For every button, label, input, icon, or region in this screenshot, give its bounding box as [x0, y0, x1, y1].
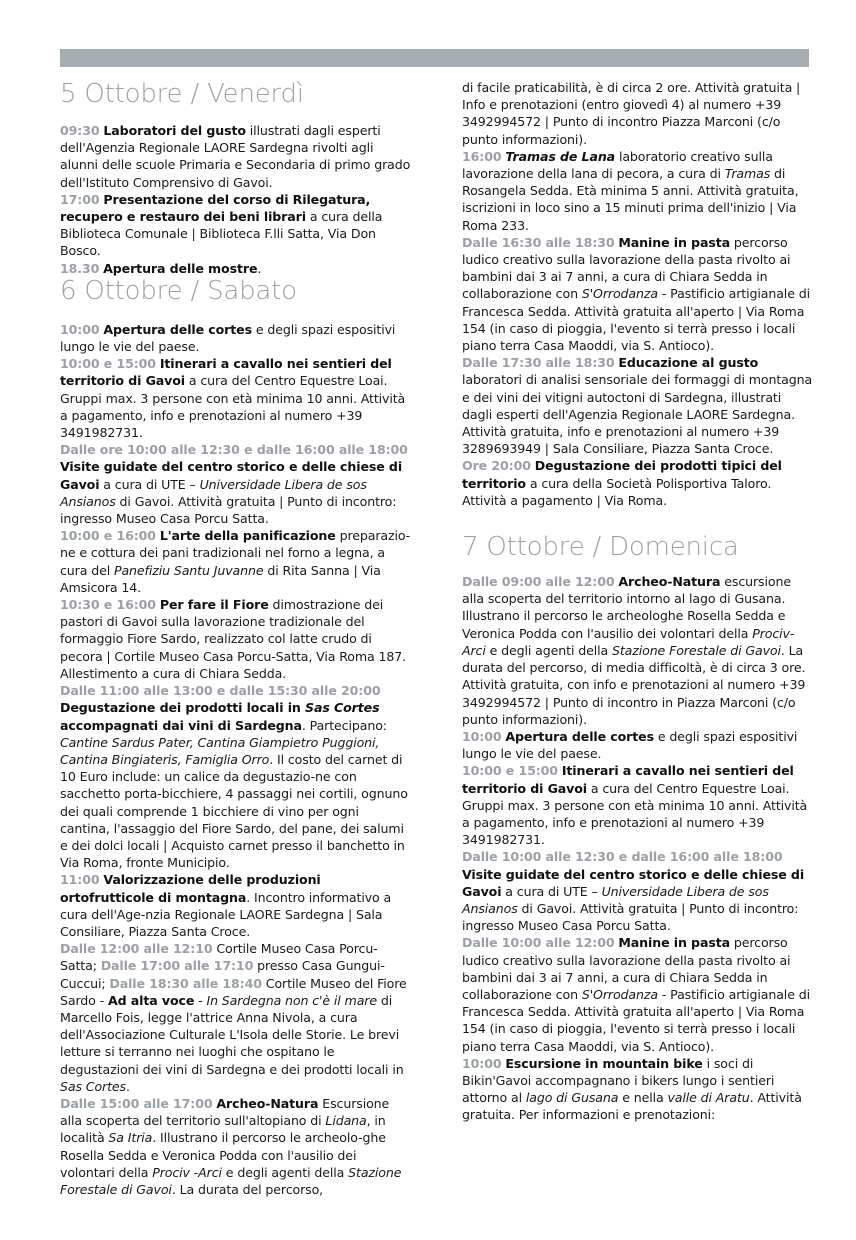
event-laboratori-gusto: 09:30 Laboratori del gusto illustrati dagli esperti dell'Agenzia Regionale LAORE Sardegna rivolti agli alunni delle scuole Primaria e Secondaria di primo grado dell'Istituto Comprensivo di Gavoi. [60, 123, 411, 190]
event-tramas-de-lana: 16:00 Tramas de Lana laboratorio creativo sulla lavorazione della lana di pecora, a cura di Tramas di Rosangela Sedda. Età minima 5 anni. Attività gratuita, iscrizioni in loco sino a 15 minuti prima dell'inizio | Via Roma 233. [462, 148, 799, 233]
event-itinerari-cavallo-domenica: 10:00 e 15:00 Itinerari a cavallo nei sentieri del territorio di Gavoi a cura del Centro Equestre Loai. Gruppi max. 3 persone con età minima 10 anni. Attività a pagamento, info e prenotazioni al numero +39 3491982731. [462, 763, 808, 848]
event-itinerari-cavallo: 10:00 e 15:00 Itinerari a cavallo nei sentieri del territorio di Gavoi a cura del Centro Equestre Loai. Gruppi max. 3 persone con età minima 10 anni. Attività a pagamento, info e prenotazioni al numero +39 3491982731. [60, 356, 406, 441]
event-ortofrutticole: 11:00 Valorizzazione delle produzioni ortofrutticole di montagna. Incontro informativo a cura dell'Age-nzia Regionale LAORE Sardegna | Sala Consiliare, Piazza Santa Croce. [60, 872, 392, 939]
event-fiore-sardo: 10:30 e 16:00 Per fare il Fiore dimostrazione dei pastori di Gavoi sulla lavorazione tradizionale del formaggio Fiore Sardo, realizzato col latte crudo di pecora | Cortile Museo Casa Porcu-Satta, Via Roma 187. Allestimento a cura di Chiara Sedda. [60, 597, 407, 681]
event-apertura-mostre: 18.30 Apertura delle mostre. [60, 260, 262, 276]
event-degustazione-sas-cortes: Dalle 11:00 alle 13:00 e dalle 15:30 alle 20:00 Degustazione dei prodotti locali in Sas Cortes accompagnati dai vini di Sardegna. Partecipano: Cantine Sardus Pater, Cantina Giampietro Puggioni, Cantina Bingiateris, Famiglia Orro. Il costo del carnet di 10 Euro include: un calice da degustazio-ne con sacchetto porta-bicchiere, 4 passaggi nei cortili, ognuno dei quali comprende 1 bicchiere di vino per ogni cantina, l'assaggio del Fiore Sardo, del pane, dei salumi e dei dolci locali | Acquisto carnet presso il banchetto in Via Roma, fronte Municipio. [60, 683, 408, 871]
event-rilegatura: 17:00 Presentazione del corso di Rilegatura, recupero e restauro dei beni librari a cura della Biblioteca Comunale | Biblioteca F.lli Satta, Via Don Bosco. [60, 191, 383, 259]
event-archeo-natura-gusana: Dalle 09:00 alle 12:00 Archeo-Natura escursione alla scoperta del territorio intorno al lago di Gusana. Illustrano il percorso le archeologhe Rosella Sedda e Veronica Podda con l'ausilio dei volontari della Prociv-Arci e degli agenti della Stazione Forestale di Gavoi. La durata del percorso, di media difficoltà, è di circa 3 ore. Attività gratuita, con info e prenotazioni al numero +39 3492994572 | Punto di incontro in Piazza Marconi (c/o punto informazioni). [462, 574, 806, 727]
event-visite-guidate-domenica: Dalle 10:00 alle 12:30 e dalle 16:00 alle 18:00 Visite guidate del centro storico e delle chiese di Gavoi a cura di UTE – Universidade Libera de sos Ansianos di Gavoi. Attività gratuita | Punto di incontro: ingresso Museo Casa Porcu Satta. [462, 849, 805, 934]
event-manine-in-pasta-domenica: Dalle 10:00 alle 12:00 Manine in pasta percorso ludico creativo sulla lavorazione della pasta rivolto ai bambini dai 3 ai 7 anni, a cura di Chiara Sedda in collaborazione con S'Orrodanza - Pastificio artigianale di Francesca Sedda. Attività gratuita all'aperto | Via Roma 154 (in caso di pioggia, l'evento si terrà presso i locali piano terra Casa Maoddi, via S. Antioco). [462, 935, 810, 1054]
day-heading-6-ottobre: 6 Ottobre / Sabato [60, 275, 297, 306]
day-heading-5-ottobre: 5 Ottobre / Venerdì [60, 79, 304, 109]
event-mountain-bike: 10:00 Escursione in mountain bike i soci di Bikin'Gavoi accompagnano i bikers lungo i sentieri attorno al lago di Gusana e nella valle di Aratu. Attività gratuita. Per informazioni e prenotazioni: [462, 1055, 802, 1123]
event-archeo-natura-lidana: Dalle 15:00 alle 17:00 Archeo-Natura Escursione alla scoperta del territorio sull'altopiano di Lidana, in località Sa Itria. Illustrano il percorso le archeolo-ghe Rosella Sedda e Veronica Podda con l'ausilio dei volontari della Prociv -Arci e degli agenti della Stazione Forestale di Gavoi. La durata del percorso, [60, 1095, 402, 1197]
header-bar [60, 49, 809, 67]
event-apertura-cortes: 10:00 Apertura delle cortes e degli spazi espositivi lungo le vie del paese. [60, 321, 396, 355]
event-educazione-gusto: Dalle 17:30 alle 18:30 Educazione al gusto laboratori di analisi sensoriale dei formaggi di montagna e dei vini dei vitigni autoctoni di Sardegna, illustrati dagli esperti dell'Agenzia Regionale LAORE Sardegna. Attività gratuita, info e prenotazioni al numero +39 3289693949 | Sala Consiliare, Piazza Santa Croce. [462, 355, 813, 457]
event-visite-guidate: Dalle ore 10:00 alle 12:30 e dalle 16:00 alle 18:00 Visite guidate del centro storico e delle chiese di Gavoi a cura di UTE – Universidade Libera de sos Ansianos di Gavoi. Attività gratuita | Punto di incontro: ingresso Museo Casa Porcu Satta. [60, 442, 408, 527]
event-ad-alta-voce: Dalle 12:00 alle 12:10 Cortile Museo Casa Porcu-Satta; Dalle 17:00 alle 17:10 presso Casa Gungui-Cuccui; Dalle 18:30 alle 18:40 Cortile Museo del Fiore Sardo - Ad alta voce - In Sardegna non c'è il mare di Marcello Fois, legge l'attrice Anna Nivola, a cura dell'Associazione Culturale L'Isola delle Storie. Le brevi letture si terranno nei luoghi che ospitano le degustazioni dei vini di Sardegna e dei prodotti locali in Sas Cortes. [60, 941, 407, 1094]
day-heading-7-ottobre: 7 Ottobre / Domenica [462, 532, 739, 563]
left-column [60, 76, 412, 1198]
event-manine-in-pasta: Dalle 16:30 alle 18:30 Manine in pasta percorso ludico creativo sulla lavorazione della pasta rivolto ai bambini dai 3 ai 7 anni, a cura di Chiara Sedda in collaborazione con S'Orrodanza - Pastificio artigianale di Francesca Sedda. Attività gratuita all'aperto | Via Roma 154 (in caso di pioggia, l'evento si terrà presso i locali piano terra Casa Maoddi, via S. Antioco). [462, 234, 810, 354]
event-archeo-natura-continued: di facile praticabilità, è di circa 2 ore. Attività gratuita | Info e prenotazioni (entro giovedì 4) al numero +39 3492994572 | Punto di incontro Piazza Marconi (c/o punto informazioni). [462, 80, 801, 147]
event-apertura-cortes-domenica: 10:00 Apertura delle cortes e degli spazi espositivi lungo le vie del paese. [462, 728, 798, 762]
event-degustazione-tipici: Ore 20:00 Degustazione dei prodotti tipici del territorio a cura della Società Polisportiva Taloro. Attività a pagamento | Via Roma. [462, 458, 782, 508]
right-column [462, 79, 814, 1124]
event-panificazione: 10:00 e 16:00 L'arte della panificazione preparazio-ne e cottura dei pani tradizionali nel forno a legna, a cura del Panefiziu Santu Juvanne di Rita Sanna | Via Amsicora 14. [60, 528, 411, 595]
